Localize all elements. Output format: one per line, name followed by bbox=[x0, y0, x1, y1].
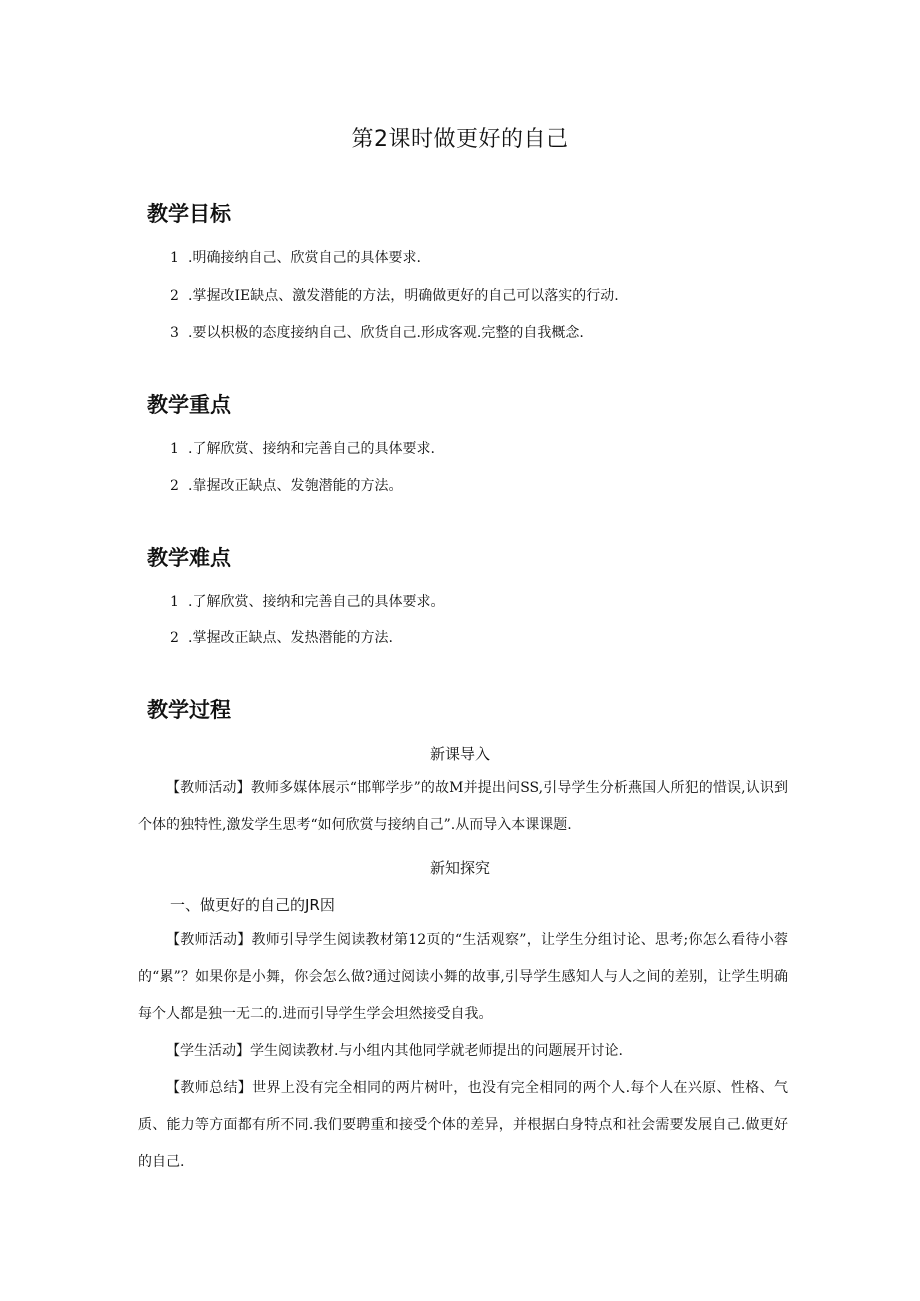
item-text: .靠握改正缺点、发匏潜能的方法。 bbox=[188, 478, 403, 494]
item-text: .掌握改IE缺点、激发潜能的方法，明确做更好的自己可以落实的行动. bbox=[188, 288, 619, 304]
teacher-activity-paragraph: 【教师活动】教师引导学生阅读教材第12页的“生活观察”，让学生分组讨论、思考;你怎么看待小蓉的“累”？如果你是小舞，你会怎么做?通过阅读小舞的故事,引导学生感知人与人之间的差别，让学生明确每个人都是独一无二的.进而引导学生学会坦然接受自我。 bbox=[138, 932, 788, 1022]
item-number: 2 bbox=[170, 288, 179, 304]
item-number: 2 bbox=[170, 478, 179, 494]
item-text: .掌握改正缺点、发热潜能的方法. bbox=[188, 630, 393, 646]
explore-subheading: 新知探究 bbox=[429, 859, 490, 877]
section-heading-1: 一、做更好的自己的JR因 bbox=[170, 896, 335, 914]
difficulties-heading: 教学难点 bbox=[147, 546, 231, 570]
page-title: 第2课时做更好的自己 bbox=[351, 127, 569, 152]
objective-item-3 bbox=[170, 322, 584, 342]
item-text: .明确接纳自己、欣赏自己的具体要求. bbox=[188, 250, 421, 266]
item-number: 1 bbox=[170, 594, 179, 610]
item-text: .了解欣赏、接纳和完善自己的具体要求。 bbox=[188, 594, 445, 610]
key-point-item-1 bbox=[170, 438, 435, 458]
objective-item-1 bbox=[170, 247, 421, 267]
objective-item-2 bbox=[170, 285, 619, 305]
item-number: 2 bbox=[170, 630, 179, 646]
item-text: .要以枳极的态度接纳自己、欣货自己.形成客观.完整的自我概念. bbox=[188, 325, 584, 341]
item-number: 1 bbox=[170, 441, 179, 457]
student-activity-paragraph: 【学生活动】学生阅读教材.与小组内其他同学就老师提出的问题展开讨论. bbox=[166, 1043, 623, 1059]
item-text: .了解欣赏、接纳和完善自己的具体要求. bbox=[188, 441, 435, 457]
key-point-item-2 bbox=[170, 475, 402, 495]
key-points-heading: 教学重点 bbox=[147, 393, 231, 417]
process-heading: 教学过程 bbox=[147, 698, 231, 722]
intro-subheading: 新课导入 bbox=[429, 745, 490, 763]
difficulty-item-2 bbox=[170, 627, 393, 647]
objectives-heading: 教学目标 bbox=[147, 202, 231, 226]
difficulty-item-1 bbox=[170, 591, 444, 611]
teacher-summary-paragraph: 【教师总结】世界上没有完全相同的两片树叶，也没有完全相同的两个人.每个人在兴原、性格、气质、能力等方面都有所不同.我们要聘重和接受个体的差异，并根据白身特点和社会需要发展自己.做更好的自己. bbox=[138, 1080, 788, 1170]
item-number: 1 bbox=[170, 250, 179, 266]
item-number: 3 bbox=[170, 325, 179, 341]
intro-paragraph: 【教师活动】教师多媒体展示“邯郸学步”的故M并提出问SS,引导学生分析燕国人所犯的惜误,认识到个体的独特性,激发学生思考“如何欣赏与接纳自己”.从而导入本课课题. bbox=[138, 780, 788, 833]
